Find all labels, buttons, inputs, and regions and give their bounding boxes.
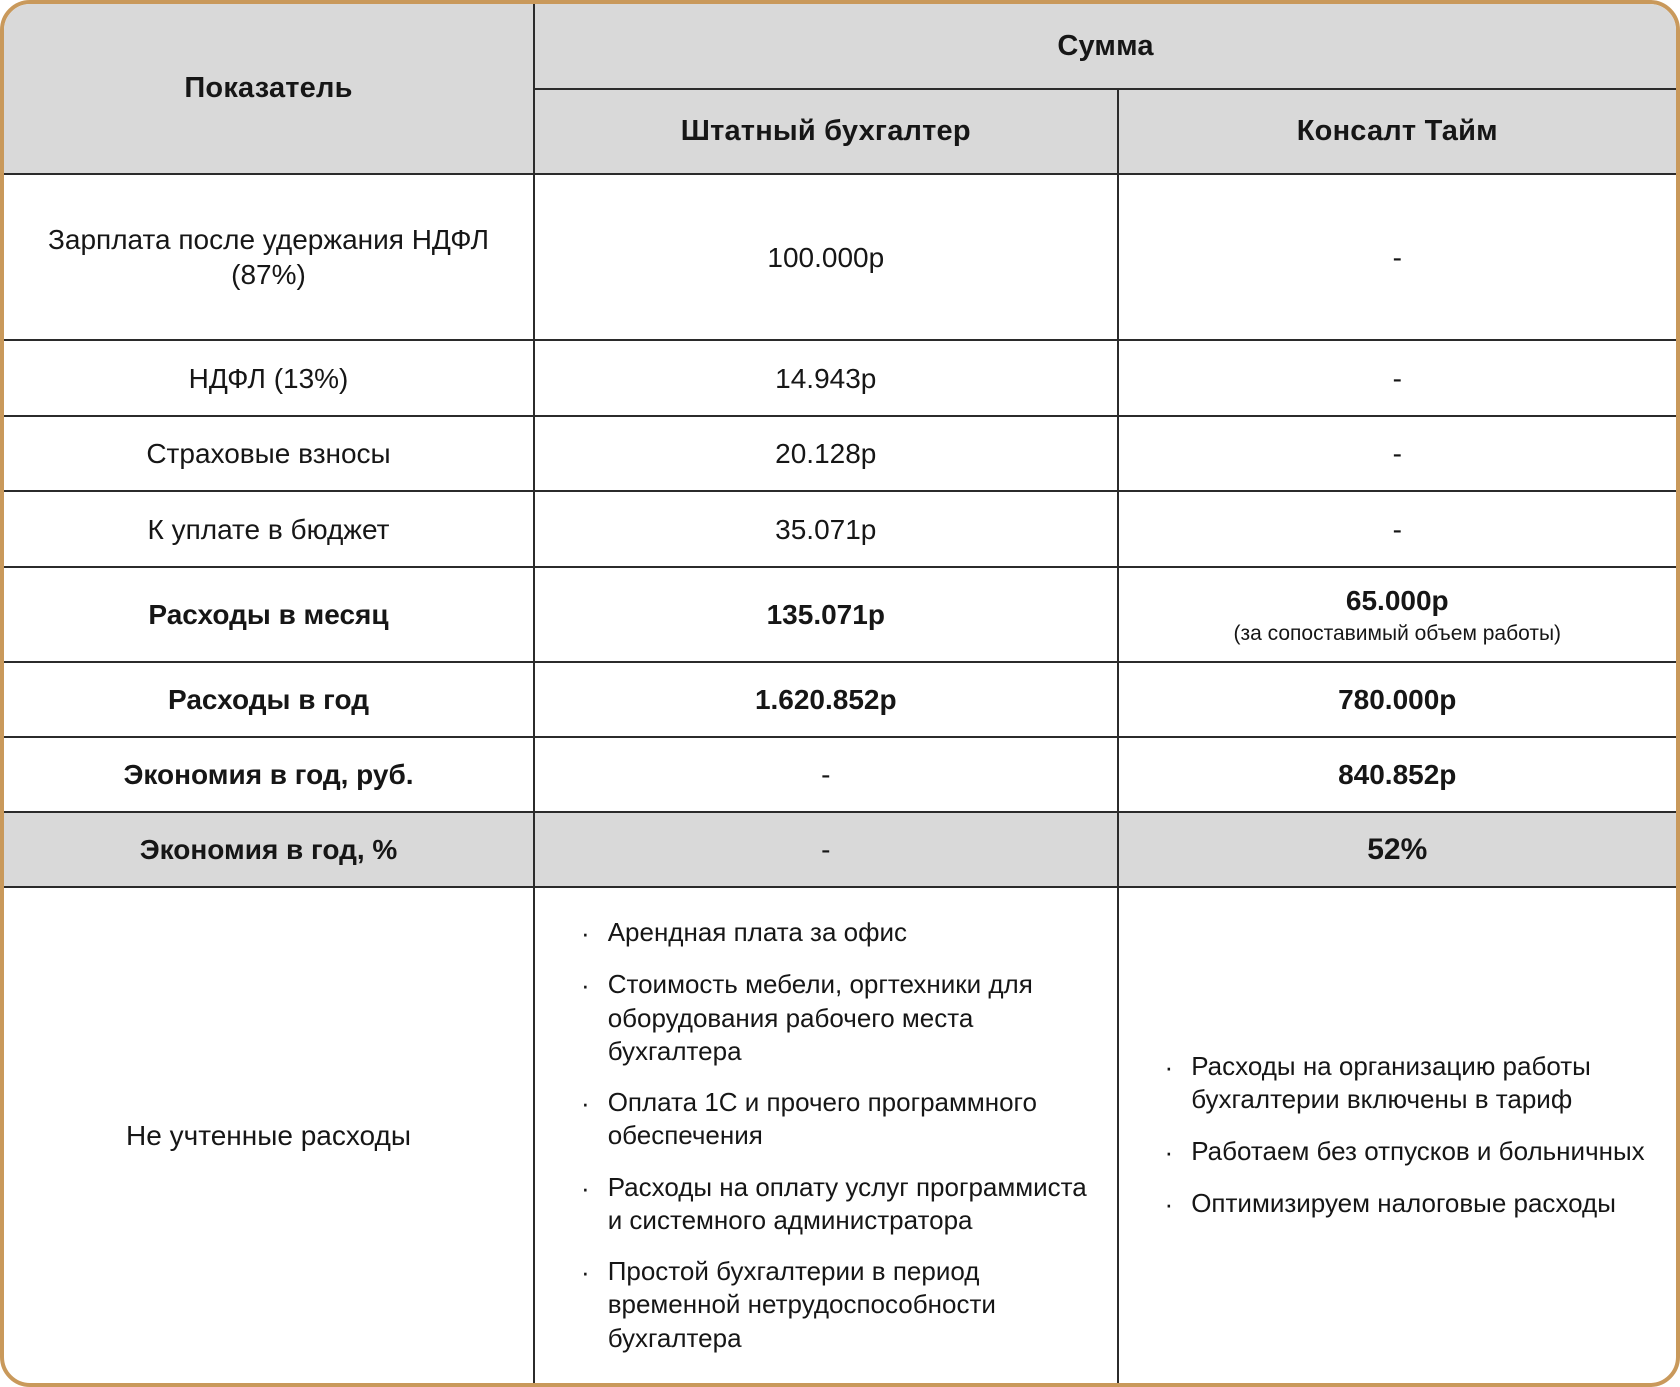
consult-value: - (1118, 340, 1676, 416)
row-label: Расходы в месяц (4, 567, 534, 662)
list-item-text: Арендная плата за офис (607, 917, 908, 948)
staff-value: - (534, 812, 1118, 887)
list-item (581, 968, 1089, 1068)
list-item-text: Простой бухгалтерии в период временной нетрудоспособности бухгалтера (607, 1256, 996, 1353)
consult-value: - (1118, 491, 1676, 567)
list-item (581, 916, 1089, 950)
list-item-text: Стоимость мебели, оргтехники для оборудования рабочего места бухгалтера (607, 969, 1033, 1066)
staff-value: 20.128р (534, 416, 1118, 491)
list-item (1165, 1050, 1648, 1117)
consult-value (1118, 567, 1676, 662)
column-header-sum-group: Сумма (534, 4, 1676, 89)
header-row-group (4, 4, 1676, 89)
list-item-text: Работаем без отпусков и больничных (1191, 1135, 1645, 1166)
row-label: Экономия в год, руб. (4, 737, 534, 812)
row-label: Зарплата после удержания НДФЛ (87%) (4, 174, 534, 340)
bullet-icon: · (581, 918, 590, 949)
consult-value: - (1118, 416, 1676, 491)
comparison-table (4, 4, 1676, 1383)
consult-value: 840.852р (1118, 737, 1676, 812)
bullet-icon: · (1164, 1136, 1174, 1167)
row-label: НДФЛ (13%) (4, 340, 534, 416)
consult-value-amount: 65.000р (1345, 584, 1449, 616)
table-row-yearly-costs (4, 662, 1676, 737)
list-item (581, 1255, 1089, 1355)
list-item (1165, 1187, 1648, 1221)
table-row-salary (4, 174, 1676, 340)
bullet-icon: · (581, 1088, 590, 1119)
table-row-yearly-savings-percent (4, 812, 1676, 887)
consult-value: 52% (1118, 812, 1676, 887)
staff-unaccounted-list (534, 887, 1118, 1383)
bullet-icon: · (581, 970, 590, 1001)
table-row-monthly-costs (4, 567, 1676, 662)
staff-value: 14.943р (534, 340, 1118, 416)
list-item-text: Расходы на организацию работы бухгалтерии включены в тариф (1191, 1050, 1591, 1115)
column-header-indicator: Показатель (4, 4, 534, 174)
row-label: Расходы в год (4, 662, 534, 737)
table-row-insurance (4, 416, 1676, 491)
column-header-consult-time: Консалт Тайм (1118, 89, 1676, 174)
column-header-staff-accountant: Штатный бухгалтер (534, 89, 1118, 174)
bullet-icon: · (1164, 1188, 1174, 1219)
table-row-unaccounted-costs (4, 887, 1676, 1383)
bullet-icon: · (1164, 1051, 1174, 1082)
list-item (581, 1086, 1089, 1153)
table-row-budget-payment (4, 491, 1676, 567)
staff-value: 135.071р (534, 567, 1118, 662)
consult-value: - (1118, 174, 1676, 340)
row-label: Экономия в год, % (4, 812, 534, 887)
list-item-text: Расходы на оплату услуг программиста и системного администратора (607, 1171, 1087, 1235)
staff-value: - (534, 737, 1118, 812)
table-row-yearly-savings-rub (4, 737, 1676, 812)
staff-value: 35.071р (534, 491, 1118, 567)
staff-value: 100.000р (534, 174, 1118, 340)
table-row-ndfl (4, 340, 1676, 416)
bullet-icon: · (581, 1172, 590, 1203)
list-item (581, 1171, 1089, 1238)
list-item (1165, 1135, 1648, 1169)
row-label: Не учтенные расходы (4, 887, 534, 1383)
list-item-text: Оптимизируем налоговые расходы (1191, 1187, 1616, 1218)
staff-value: 1.620.852р (534, 662, 1118, 737)
consult-unaccounted-list (1118, 887, 1676, 1383)
row-label: Страховые взносы (4, 416, 534, 491)
list-item-text: Оплата 1С и прочего программного обеспечения (607, 1087, 1037, 1151)
consult-value-note: (за сопоставимый объем работы) (1233, 621, 1562, 645)
consult-value: 780.000р (1118, 662, 1676, 737)
bullet-icon: · (581, 1257, 590, 1288)
row-label: К уплате в бюджет (4, 491, 534, 567)
